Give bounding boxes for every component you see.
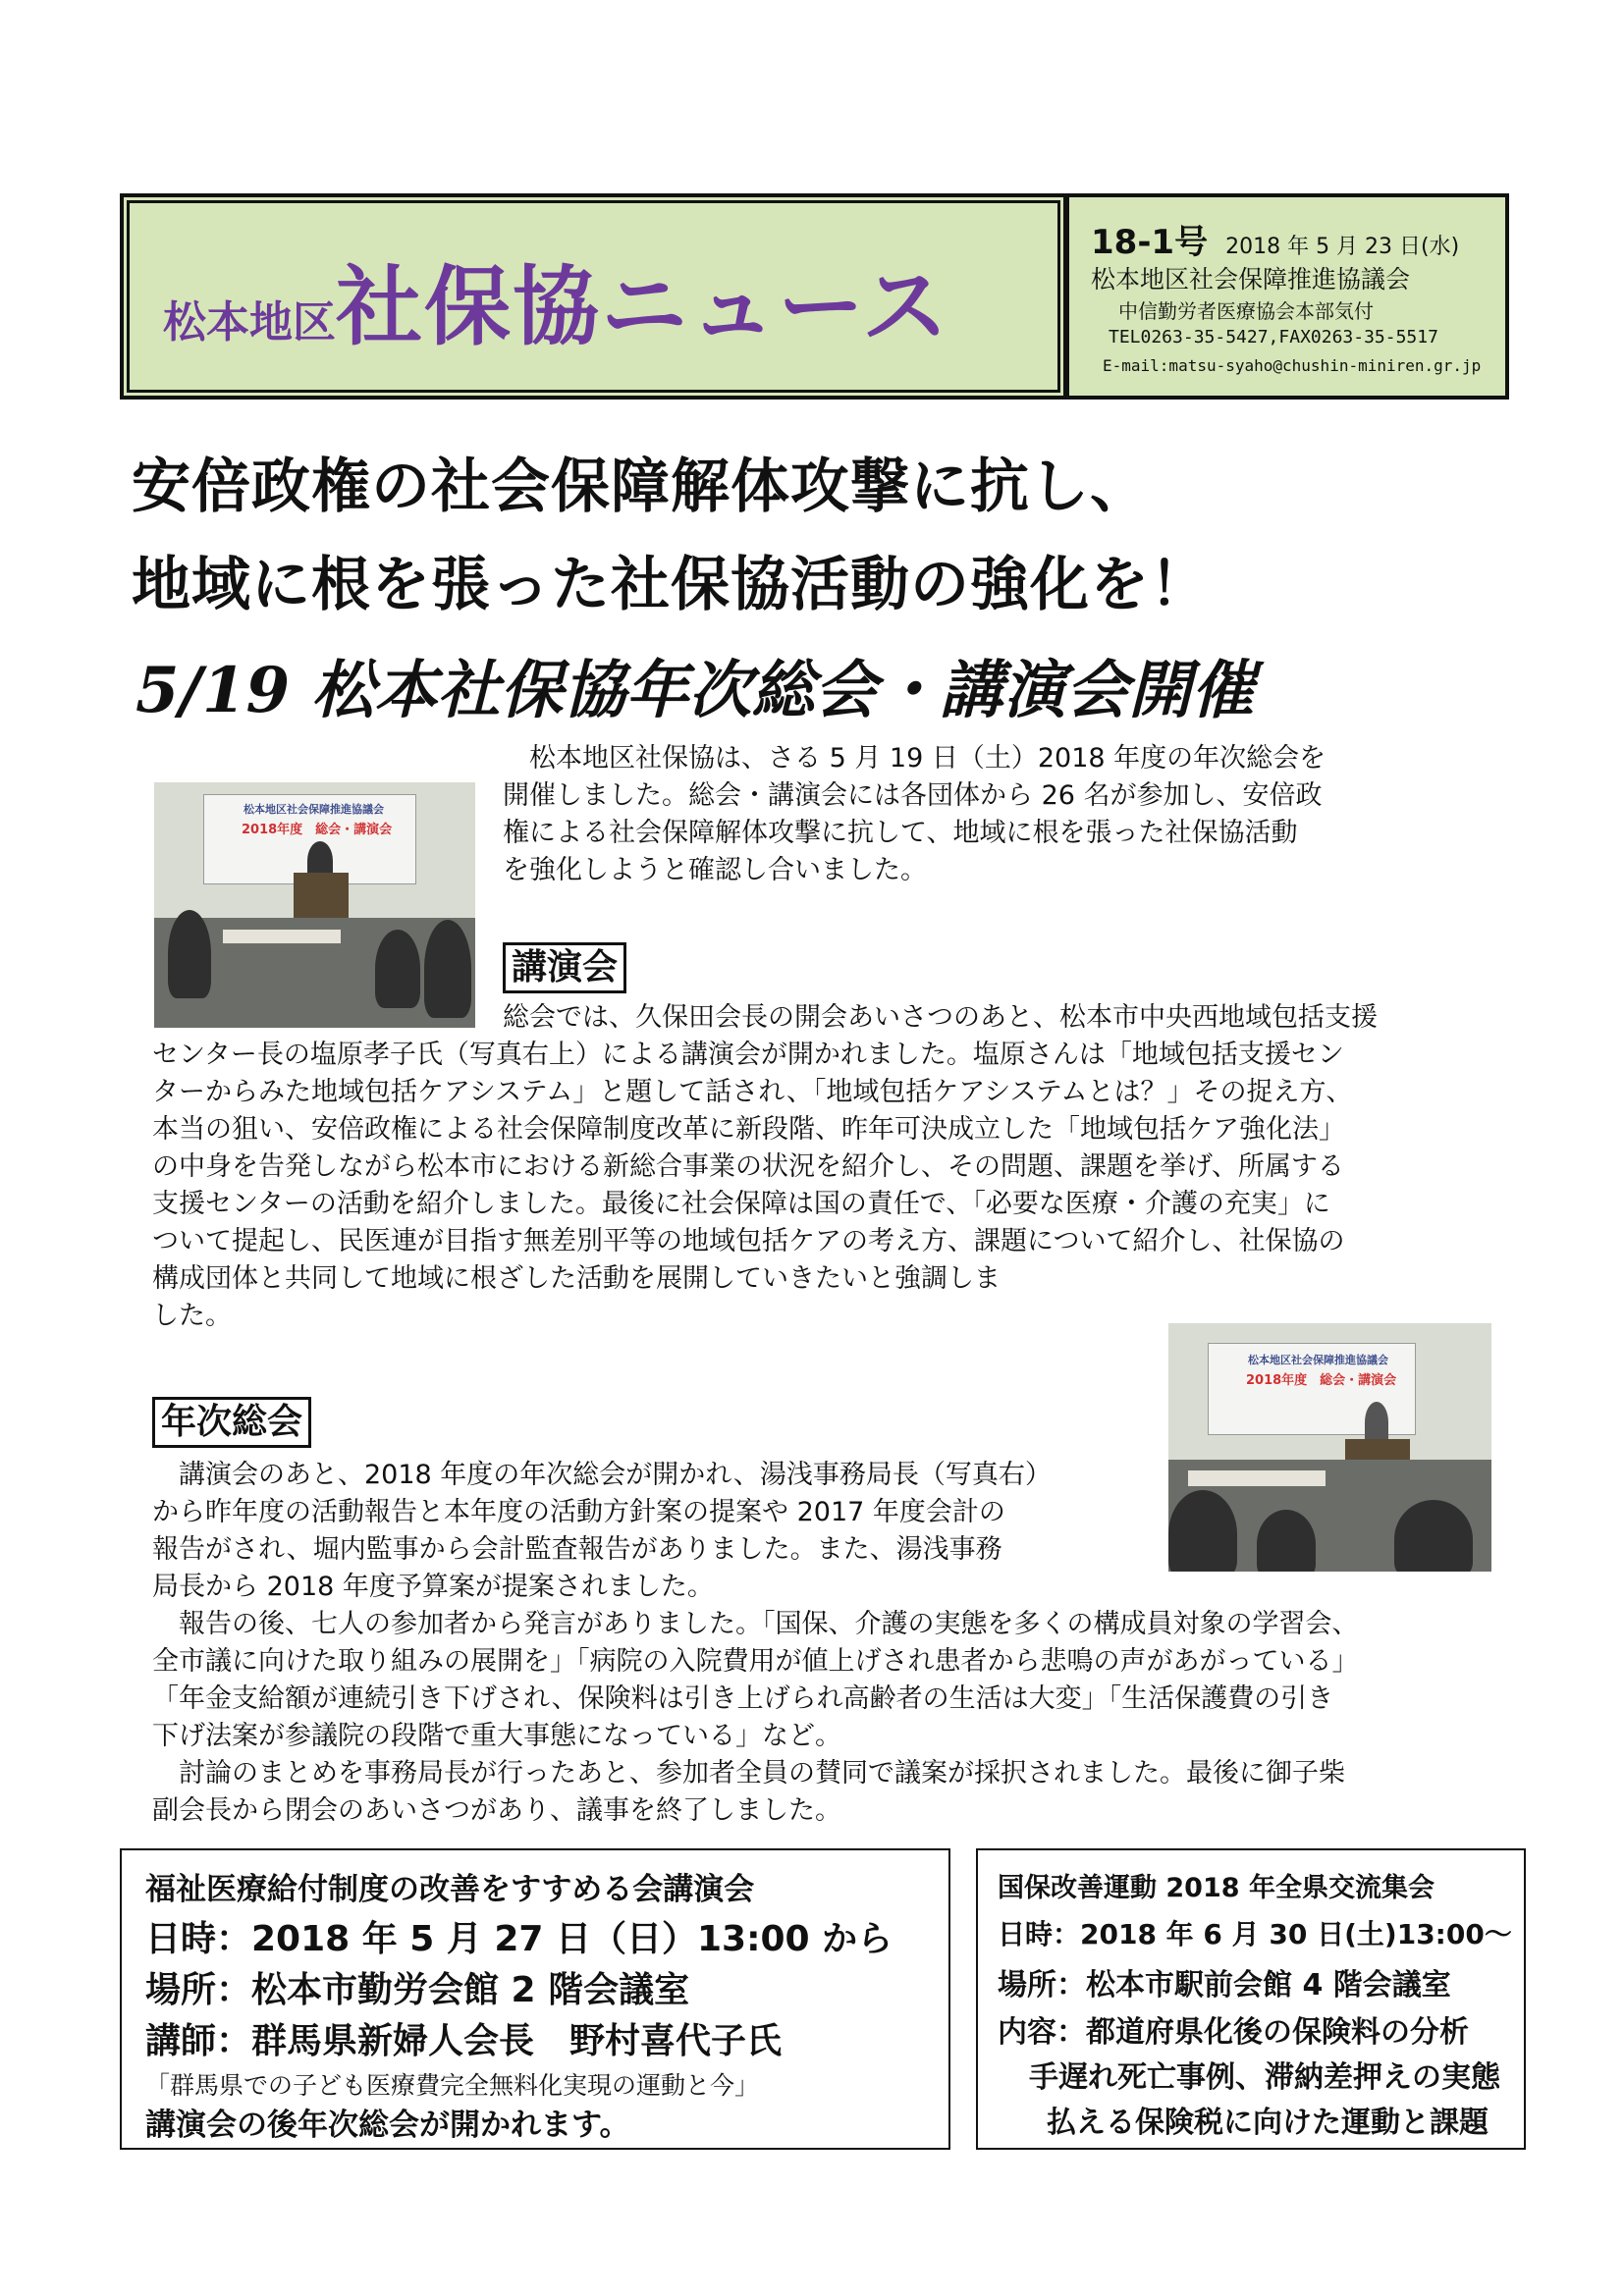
section-heading-lecture: 講演会 bbox=[503, 942, 626, 993]
title-main: 社保協ニュース bbox=[336, 256, 950, 357]
intro-line: 松本地区社保協は、さる 5 月 19 日（土）2018 年度の年次総会を bbox=[503, 743, 1326, 774]
issue-number: 18-1号 bbox=[1091, 223, 1209, 262]
audience-figure bbox=[424, 920, 471, 1018]
podium bbox=[294, 873, 349, 924]
intro-line: 開催しました。総会・講演会には各団体から 26 名が参加し、安倍政 bbox=[503, 780, 1323, 811]
event-box-nhi-meeting bbox=[976, 1848, 1526, 2150]
lecture-line: 本当の狙い、安倍政権による社会保障制度改革に新段階、昨年可決成立した「地域包括ケア強化法」 bbox=[152, 1114, 1345, 1145]
photo-general-meeting bbox=[1168, 1323, 1491, 1572]
sub-headline: 5/19 松本社保協年次総会・講演会開催 bbox=[135, 654, 1255, 727]
speaker-figure bbox=[1365, 1402, 1388, 1443]
event-speaker: 講師：群馬県新婦人会長 野村喜代子氏 bbox=[145, 2021, 783, 2061]
headline-line-1: 安倍政権の社会保障解体攻撃に抗し、 bbox=[132, 453, 1150, 521]
event-content: 内容：都道府県化後の保険料の分析 bbox=[998, 2015, 1469, 2050]
lecture-line: ターからみた地域包括ケアシステム」と題して話され、「地域包括ケアシステムとは？」その捉え方、 bbox=[152, 1077, 1353, 1107]
general-meeting-line: 報告がされ、堀内監事から会計監査報告がありました。また、湯浅事務 bbox=[152, 1534, 1002, 1565]
lecture-paragraph bbox=[152, 1037, 1353, 1335]
desk bbox=[223, 930, 341, 943]
general-meeting-line: 副会長から閉会のあいさつがあり、議事を終了しました。 bbox=[152, 1795, 841, 1826]
newsletter-title bbox=[163, 239, 950, 362]
publisher-care-of: 中信勤労者医療協会本部気付 bbox=[1118, 299, 1374, 323]
general-meeting-line: 下げ法案が参議院の段階で重大事態になっている」など。 bbox=[152, 1721, 841, 1751]
section-heading-general-meeting: 年次総会 bbox=[152, 1397, 311, 1448]
issue-date: 2018 年 5 月 23 日(水) bbox=[1225, 235, 1460, 259]
photo-banner-line: 松本地区社会保障推進協議会 bbox=[1248, 1354, 1388, 1366]
general-meeting-paragraph-2 bbox=[152, 1606, 1359, 1830]
general-meeting-line: 報告の後、七人の参加者から発言がありました。「国保、介護の実態を多くの構成員対象の学習会、 bbox=[152, 1609, 1359, 1639]
intro-line: 権による社会保障解体攻撃に抗して、地域に根を張った社保協活動 bbox=[503, 818, 1298, 848]
event-title: 福祉医療給付制度の改善をすすめる会講演会 bbox=[145, 1872, 755, 1907]
tel-fax: TEL0263-35-5427,FAX0263-35-5517 bbox=[1109, 327, 1438, 347]
general-meeting-line: から昨年度の活動報告と本年度の活動方針案の提案や 2017 年度会計の bbox=[152, 1497, 1005, 1527]
publisher-org: 松本地区社会保障推進協議会 bbox=[1091, 265, 1411, 294]
audience-figure bbox=[375, 930, 420, 1008]
general-meeting-paragraph-1 bbox=[152, 1457, 1052, 1606]
event-theme: 「群馬県での子ども医療費完全無料化実現の運動と今」 bbox=[145, 2071, 760, 2100]
lecture-line: の中身を告発しながら松本市における新総合事業の状況を紹介し、その問題、課題を挙げ、所属する bbox=[152, 1151, 1344, 1182]
masthead-title-panel bbox=[120, 193, 1067, 400]
lecture-line: 構成団体と共同して地域に根ざした活動を展開していきたいと強調しま bbox=[152, 1263, 1001, 1294]
masthead-info-panel bbox=[1067, 193, 1509, 400]
lecture-line: 総会では、久保田会長の開会あいさつのあと、松本市中央西地域包括支援 bbox=[503, 1002, 1378, 1033]
event-box-welfare-lecture bbox=[120, 1848, 950, 2150]
event-place: 場所：松本市勤労会館 2 階会議室 bbox=[145, 1970, 690, 2010]
lecture-line: した。 bbox=[152, 1301, 232, 1331]
desk bbox=[1188, 1470, 1326, 1486]
event-note: 講演会の後年次総会が開かれます。 bbox=[145, 2108, 630, 2143]
general-meeting-line: 討論のまとめを事務局長が行ったあと、参加者全員の賛同で議案が採択されました。最後に御子柴 bbox=[152, 1758, 1345, 1789]
photo-banner-line: 松本地区社会保障推進協議会 bbox=[244, 803, 384, 816]
event-datetime: 日時：2018 年 6 月 30 日(土)13:00～ bbox=[998, 1918, 1512, 1950]
event-content: 手遅れ死亡事例、滞納差押えの実態 bbox=[1029, 2060, 1500, 2095]
photo-lecture bbox=[154, 782, 475, 1028]
audience-figure bbox=[1394, 1500, 1473, 1572]
email[interactable]: E-mail:matsu-syaho@chushin-miniren.gr.jp bbox=[1103, 356, 1482, 375]
issue-line bbox=[1091, 215, 1459, 263]
title-region: 松本地区 bbox=[163, 297, 336, 347]
photo-banner-line: 2018年度 総会・講演会 bbox=[242, 823, 393, 837]
audience-figure bbox=[1168, 1490, 1237, 1572]
intro-line: を強化しようと確認し合いました。 bbox=[503, 855, 927, 885]
intro-paragraph bbox=[503, 740, 1326, 889]
general-meeting-line: 全市議に向けた取り組みの展開を」「病院の入院費用が値上げされ患者から悲鳴の声があがっている」 bbox=[152, 1646, 1359, 1677]
general-meeting-line: 局長から 2018 年度予算案が提案されました。 bbox=[152, 1572, 714, 1602]
photo-banner-line: 2018年度 総会・講演会 bbox=[1246, 1373, 1397, 1388]
event-title: 国保改善運動 2018 年全県交流集会 bbox=[998, 1873, 1435, 1903]
audience-figure bbox=[1257, 1510, 1316, 1572]
event-place: 場所：松本市駅前会館 4 階会議室 bbox=[998, 1968, 1451, 2002]
audience-figure bbox=[168, 910, 211, 998]
lecture-line: センター長の塩原孝子氏（写真右上）による講演会が開かれました。塩原さんは「地域包括支援セン bbox=[152, 1040, 1344, 1070]
event-content: 払える保険税に向けた運動と課題 bbox=[1047, 2106, 1489, 2140]
general-meeting-line: 「年金支給額が連続引き下げされ、保険料は引き上げられ高齢者の生活は大変」「生活保護費の引き bbox=[152, 1683, 1334, 1714]
event-datetime: 日時：2018 年 5 月 27 日（日）13:00 から bbox=[145, 1919, 893, 1959]
general-meeting-line: 講演会のあと、2018 年度の年次総会が開かれ、湯浅事務局長（写真右） bbox=[152, 1460, 1052, 1490]
lecture-line: 支援センターの活動を紹介しました。最後に社会保障は国の責任で、「必要な医療・介護の充実」に bbox=[152, 1189, 1330, 1219]
lecture-line: ついて提起し、民医連が目指す無差別平等の地域包括ケアの考え方、課題について紹介し、社保協の bbox=[152, 1226, 1345, 1256]
headline-line-2: 地域に根を張った社保協活動の強化を！ bbox=[132, 551, 1210, 619]
